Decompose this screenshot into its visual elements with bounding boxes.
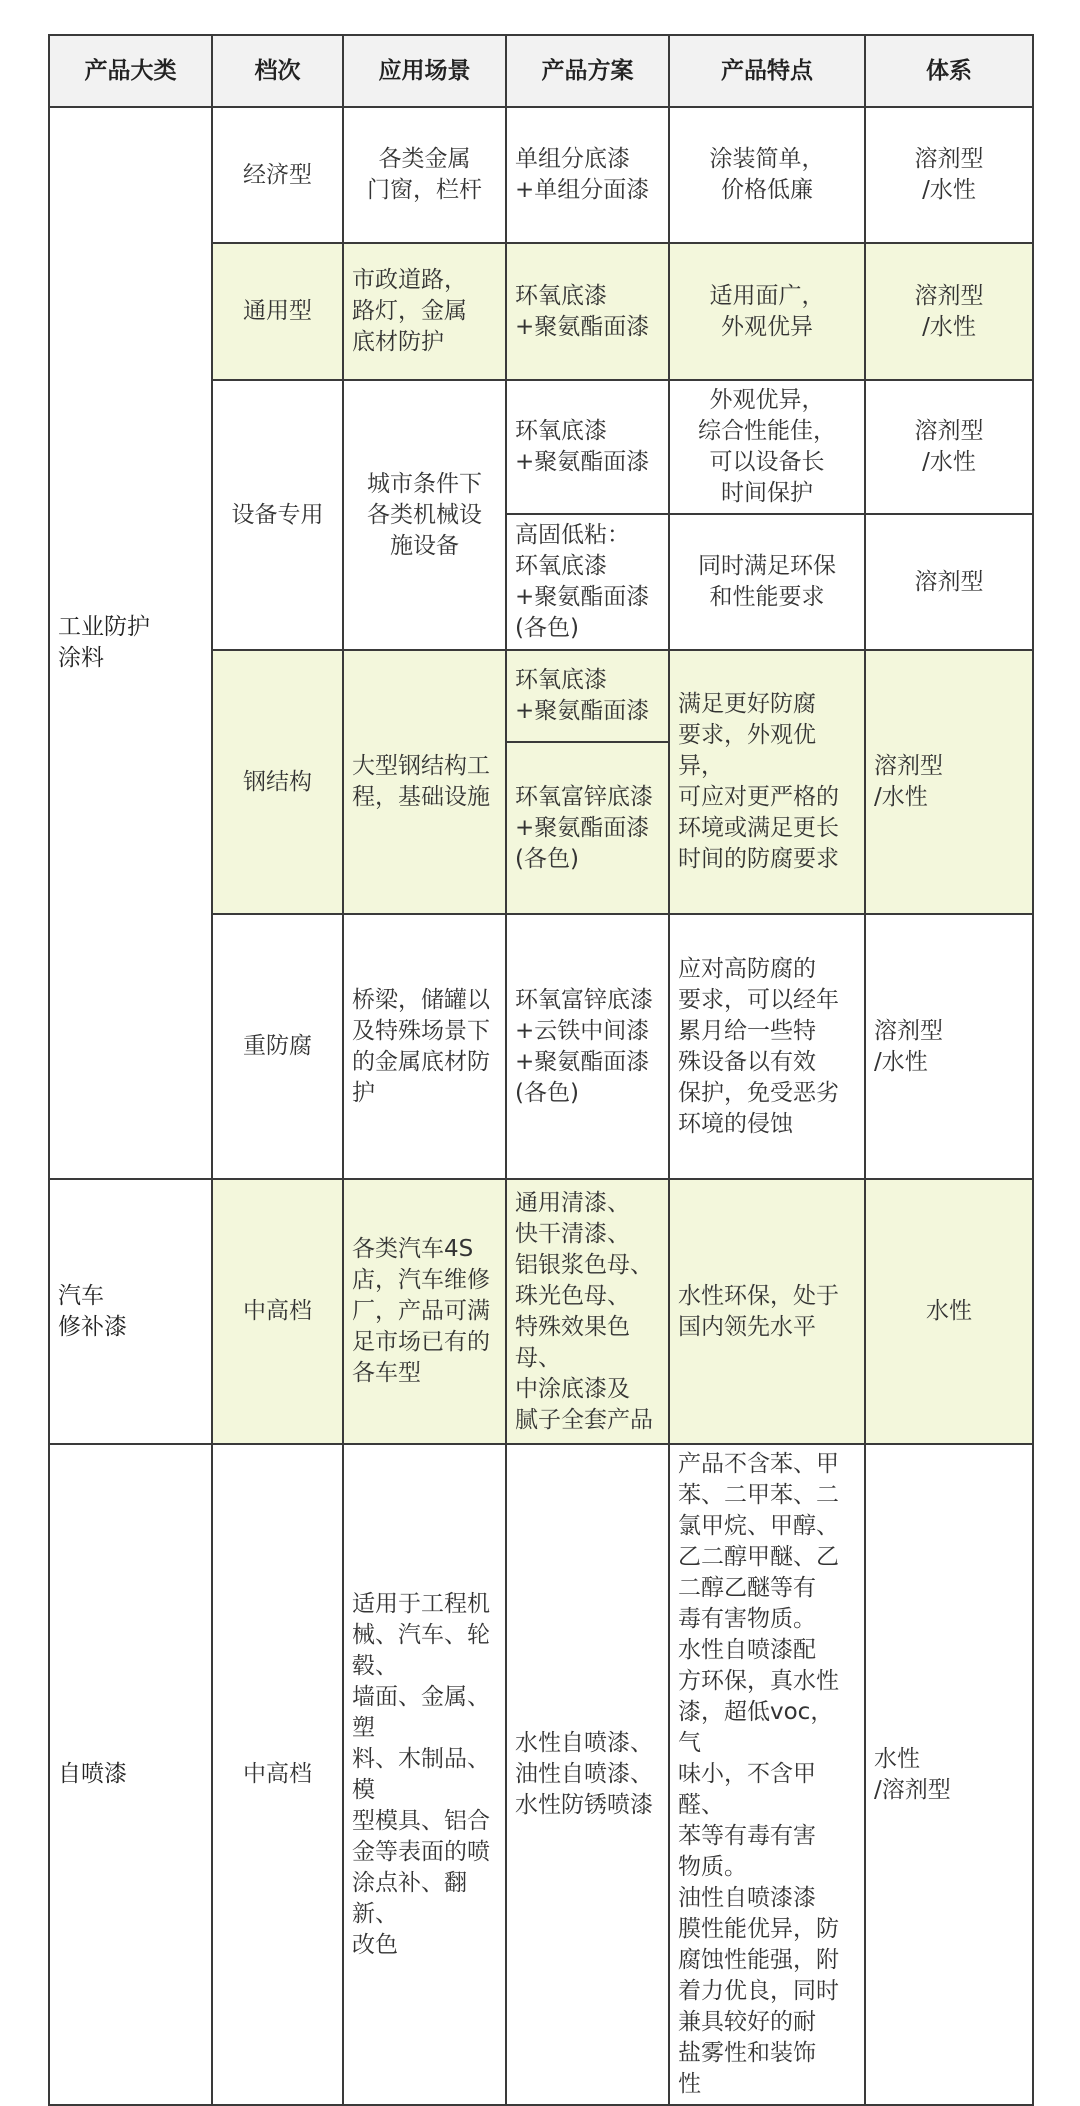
- header-scenario: 应用场景: [343, 35, 506, 107]
- solution-cell: 通用清漆、 快干清漆、 铝银浆色母、 珠光色母、 特殊效果色母、 中涂底漆及 腻子全套产品: [506, 1179, 669, 1444]
- solution-cell: 环氧底漆 +聚氨酯面漆: [506, 380, 669, 514]
- category-industrial: 工业防护 涂料: [49, 107, 212, 1179]
- feature-cell: 满足更好防腐 要求，外观优异， 可应对更严格的 环境或满足更长 时间的防腐要求: [669, 650, 865, 914]
- solution-cell: 水性自喷漆、 油性自喷漆、 水性防锈喷漆: [506, 1444, 669, 2105]
- grade-cell: 中高档: [212, 1179, 343, 1444]
- scenario-cell: 市政道路， 路灯，金属 底材防护: [343, 243, 506, 380]
- solution-cell: 高固低粘： 环氧底漆 +聚氨酯面漆 (各色): [506, 514, 669, 650]
- system-cell: 溶剂型: [865, 514, 1033, 650]
- solution-cell: 环氧底漆 +聚氨酯面漆: [506, 650, 669, 742]
- header-grade: 档次: [212, 35, 343, 107]
- system-cell: 溶剂型 /水性: [865, 914, 1033, 1179]
- scenario-cell: 适用于工程机 械、汽车、轮毂、 墙面、金属、塑 料、木制品、模 型模具、铝合 金等表面的喷 涂点补、翻新、 改色: [343, 1444, 506, 2105]
- scenario-cell: 城市条件下 各类机械设 施设备: [343, 380, 506, 650]
- header-feature: 产品特点: [669, 35, 865, 107]
- solution-cell: 环氧富锌底漆 +聚氨酯面漆 (各色): [506, 742, 669, 914]
- system-cell: 水性 /溶剂型: [865, 1444, 1033, 2105]
- grade-cell: 通用型: [212, 243, 343, 380]
- system-cell: 溶剂型 /水性: [865, 650, 1033, 914]
- feature-cell: 涂装简单， 价格低廉: [669, 107, 865, 243]
- system-cell: 溶剂型 /水性: [865, 243, 1033, 380]
- feature-cell: 同时满足环保 和性能要求: [669, 514, 865, 650]
- header-system: 体系: [865, 35, 1033, 107]
- solution-cell: 单组分底漆 +单组分面漆: [506, 107, 669, 243]
- header-row: [49, 35, 1033, 107]
- header-solution: 产品方案: [506, 35, 669, 107]
- scenario-cell: 桥梁，储罐以 及特殊场景下 的金属底材防 护: [343, 914, 506, 1179]
- category-spray: 自喷漆: [49, 1444, 212, 2105]
- table-row: [49, 107, 1033, 243]
- table-row: [49, 1444, 1033, 2105]
- scenario-cell: 各类汽车4S 店，汽车维修 厂，产品可满 足市场已有的 各车型: [343, 1179, 506, 1444]
- grade-cell: 设备专用: [212, 380, 343, 650]
- header-category: 产品大类: [49, 35, 212, 107]
- table-row: [49, 1179, 1033, 1444]
- grade-cell: 经济型: [212, 107, 343, 243]
- system-cell: 溶剂型 /水性: [865, 380, 1033, 514]
- scenario-cell: 各类金属 门窗，栏杆: [343, 107, 506, 243]
- scenario-cell: 大型钢结构工 程，基础设施: [343, 650, 506, 914]
- system-cell: 水性: [865, 1179, 1033, 1444]
- category-auto: 汽车 修补漆: [49, 1179, 212, 1444]
- system-cell: 溶剂型 /水性: [865, 107, 1033, 243]
- grade-cell: 中高档: [212, 1444, 343, 2105]
- solution-cell: 环氧底漆 +聚氨酯面漆: [506, 243, 669, 380]
- grade-cell: 钢结构: [212, 650, 343, 914]
- solution-cell: 环氧富锌底漆 +云铁中间漆 +聚氨酯面漆 (各色): [506, 914, 669, 1179]
- feature-cell: 应对高防腐的 要求，可以经年 累月给一些特 殊设备以有效 保护，免受恶劣 环境的侵蚀: [669, 914, 865, 1179]
- feature-cell: 水性环保，处于 国内领先水平: [669, 1179, 865, 1444]
- feature-cell: 产品不含苯、甲 苯、二甲苯、二 氯甲烷、甲醇、 乙二醇甲醚、乙 二醇乙醚等有 毒有害物质。 水性自喷漆配 方环保，真水性 漆，超低voc，气 味小，不含甲醛、 苯等有毒有害 物质。 油性自喷漆漆 膜性能优异，防 腐蚀性能强，附 着力优良，同时 兼具较好的耐 盐雾性和装饰 性: [669, 1444, 865, 2105]
- paint-product-table: [48, 34, 1034, 2106]
- grade-cell: 重防腐: [212, 914, 343, 1179]
- feature-cell: 外观优异， 综合性能佳， 可以设备长 时间保护: [669, 380, 865, 514]
- feature-cell: 适用面广， 外观优异: [669, 243, 865, 380]
